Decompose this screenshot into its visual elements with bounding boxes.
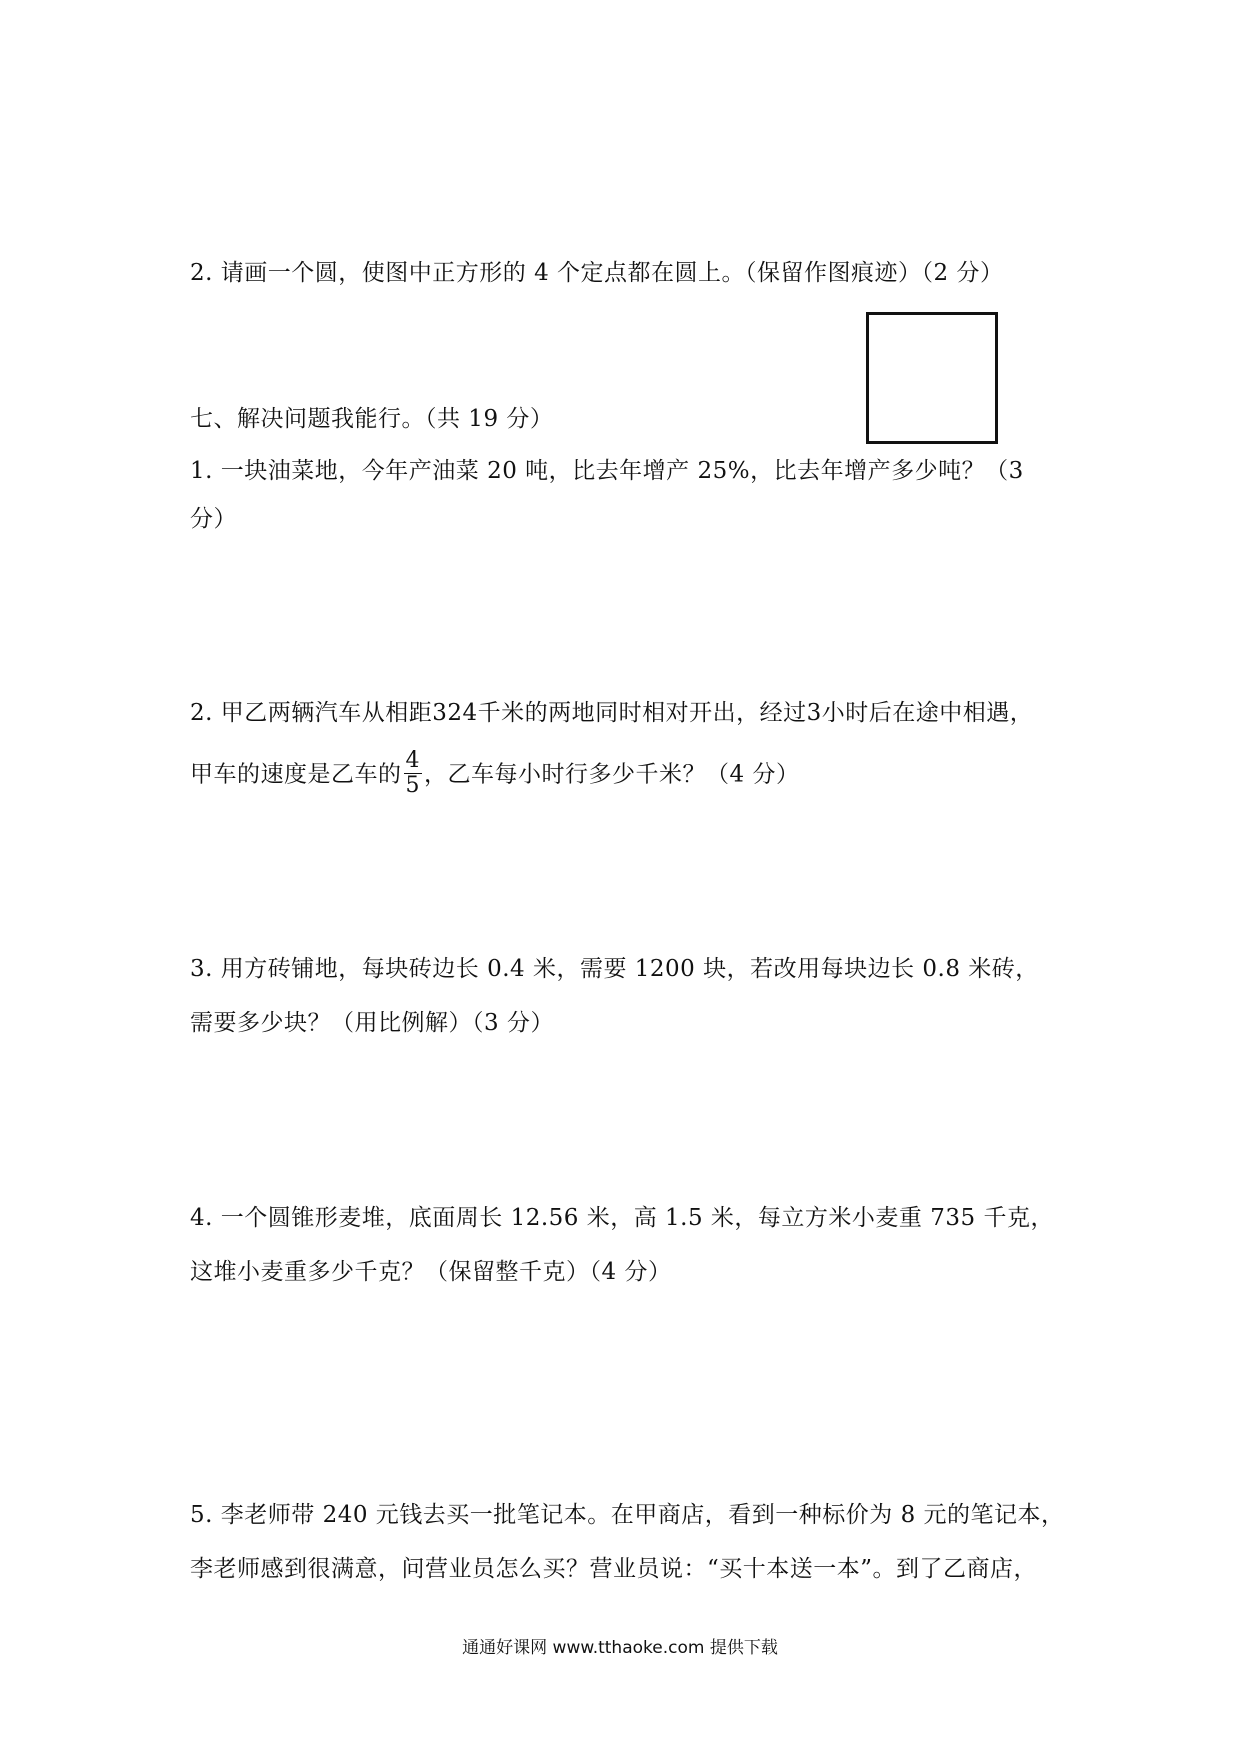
problem-2-text-after: ，乙车每小时行多少千米？（4 分） (424, 761, 800, 788)
problem-2-line-2 (190, 748, 800, 800)
problem-5-line-1: 5. 李老师带 240 元钱去买一批笔记本。在甲商店，看到一种标价为 8 元的笔记本， (190, 1502, 1065, 1528)
fraction-numerator: 4 (405, 748, 420, 773)
problem-2-text-before: 甲车的速度是乙车的 (190, 761, 402, 788)
problem-4-line-2: 这堆小麦重多少千克？（保留整千克）（4 分） (190, 1259, 672, 1285)
question-6-2: 2. 请画一个圆，使图中正方形的 4 个定点都在圆上。（保留作图痕迹）（2 分） (190, 260, 1004, 286)
problem-1-line-2: 分） (190, 506, 237, 532)
problem-4-line-1: 4. 一个圆锥形麦堆，底面周长 12.56 米，高 1.5 米，每立方米小麦重 735 千克， (190, 1205, 1054, 1231)
problem-1-line-1: 1. 一块油菜地，今年产油菜 20 吨，比去年增产 25%，比去年增产多少吨？（3 (190, 458, 1024, 484)
square-figure (866, 312, 998, 444)
page-footer: 通通好课网 www.tthaoke.com 提供下载 (462, 1638, 778, 1658)
problem-3-line-2: 需要多少块？（用比例解）（3 分） (190, 1010, 554, 1036)
problem-5-line-2: 李老师感到很满意，问营业员怎么买？营业员说：“买十本送一本”。到了乙商店， (190, 1556, 1038, 1582)
section-7-title: 七、解决问题我能行。（共 19 分） (190, 406, 554, 432)
fraction (404, 749, 423, 798)
problem-2-line-1: 2. 甲乙两辆汽车从相距324千米的两地同时相对开出，经过3小时后在途中相遇， (190, 700, 1034, 726)
fraction-denominator: 5 (405, 773, 420, 798)
problem-3-line-1: 3. 用方砖铺地，每块砖边长 0.4 米，需要 1200 块，若改用每块边长 0.8 米砖， (190, 956, 1039, 982)
